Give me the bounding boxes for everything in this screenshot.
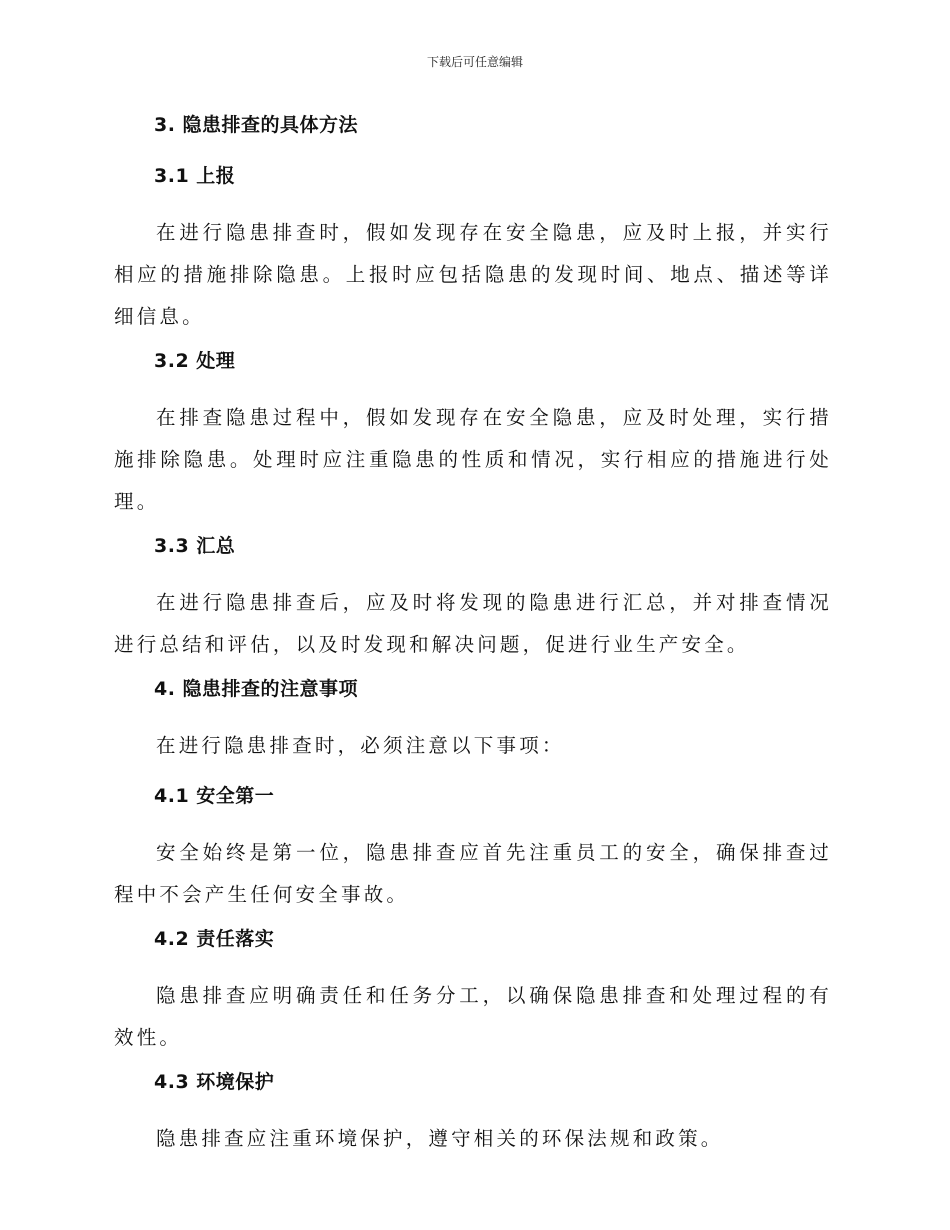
- subsection-heading-4-3: 4.3 环境保护: [154, 1071, 275, 1093]
- subsection-heading-3-3: 3.3 汇总: [154, 535, 236, 557]
- paragraph-safety-first: 安全始终是第一位，隐患排查应首先注重员工的安全，确保排查过程中不会产生任何安全事故。: [114, 841, 832, 906]
- subsection-heading-4-2: 4.2 责任落实: [154, 928, 275, 950]
- paragraph-responsibility: 隐患排查应明确责任和任务分工，以确保隐患排查和处理过程的有效性。: [114, 984, 832, 1049]
- subsection-heading-4-1: 4.1 安全第一: [154, 785, 275, 807]
- paragraph-notes-intro: 在进行隐患排查时，必须注意以下事项：: [156, 734, 565, 757]
- page-header: 下载后可任意编辑: [426, 55, 523, 69]
- paragraph-handling: 在排查隐患过程中，假如发现存在安全隐患，应及时处理，实行措施排除隐患。处理时应注重隐患的性质和情况，实行相应的措施进行处理。: [114, 406, 832, 513]
- section-heading-4: 4. 隐患排查的注意事项: [154, 678, 359, 700]
- paragraph-environment: 隐患排查应注重环境保护，遵守相关的环保法规和政策。: [156, 1127, 724, 1150]
- document-body: [114, 110, 832, 1174]
- subsection-heading-3-2: 3.2 处理: [154, 350, 236, 372]
- section-heading-3: 3. 隐患排查的具体方法: [154, 114, 359, 136]
- subsection-heading-3-1: 3.1 上报: [154, 165, 236, 187]
- paragraph-report: 在进行隐患排查时，假如发现存在安全隐患，应及时上报，并实行相应的措施排除隐患。上报时应包括隐患的发现时间、地点、描述等详细信息。: [114, 221, 832, 328]
- paragraph-summary: 在进行隐患排查后，应及时将发现的隐患进行汇总，并对排查情况进行总结和评估，以及时发现和解决问题，促进行业生产安全。: [114, 591, 832, 656]
